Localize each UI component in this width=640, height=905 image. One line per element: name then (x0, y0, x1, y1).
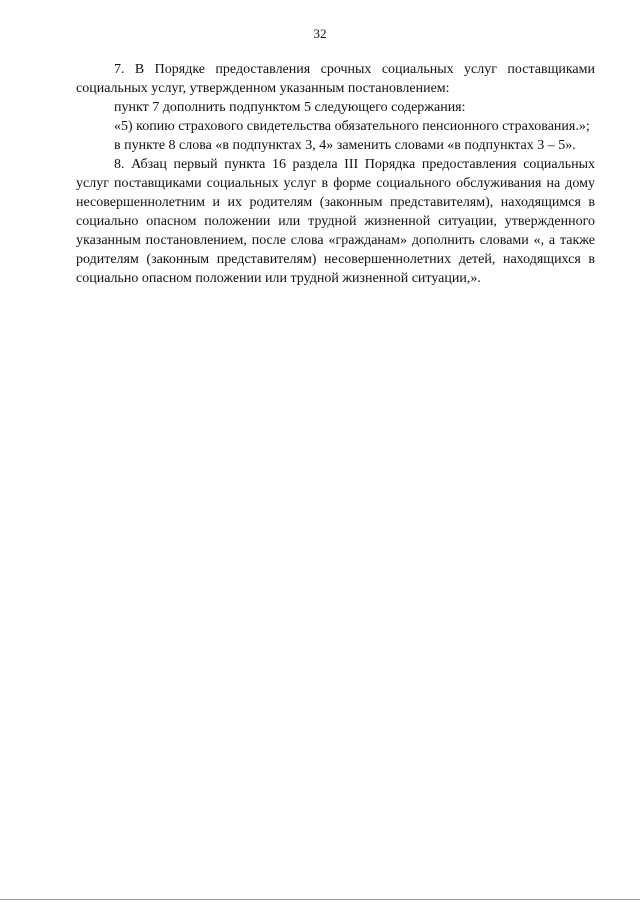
bottom-edge-line (0, 899, 640, 900)
document-body (76, 60, 595, 288)
paragraph-point-8-replacement: в пункте 8 слова «в подпунктах 3, 4» заменить словами «в подпунктах 3 – 5». (114, 138, 576, 153)
paragraph-subpoint-5-text: «5) копию страхового свидетельства обязательного пенсионного страхования.»; (114, 119, 590, 134)
paragraph-item-7-intro: 7. В Порядке предоставления срочных социальных услуг поставщиками социальных услуг, утвержденном указанным постановлением: (76, 62, 595, 96)
paragraph-point-7-addition: пункт 7 дополнить подпунктом 5 следующего содержания: (114, 100, 466, 115)
paragraph-item-8: 8. Абзац первый пункта 16 раздела III Порядка предоставления социальных услуг поставщиками социальных услуг в форме социального обслуживания на дому несовершеннолетним и их родителям (законным представителям), находящимся в социально опасном положении или трудной жизненной ситуации, утвержденного указанным постановлением, после слова «гражданам» дополнить словами «, а также родителям (законным представителям) несовершеннолетних детей, находящихся в социально опасном положении или трудной жизненной ситуации,». (76, 157, 595, 286)
page-number: 32 (313, 26, 327, 41)
